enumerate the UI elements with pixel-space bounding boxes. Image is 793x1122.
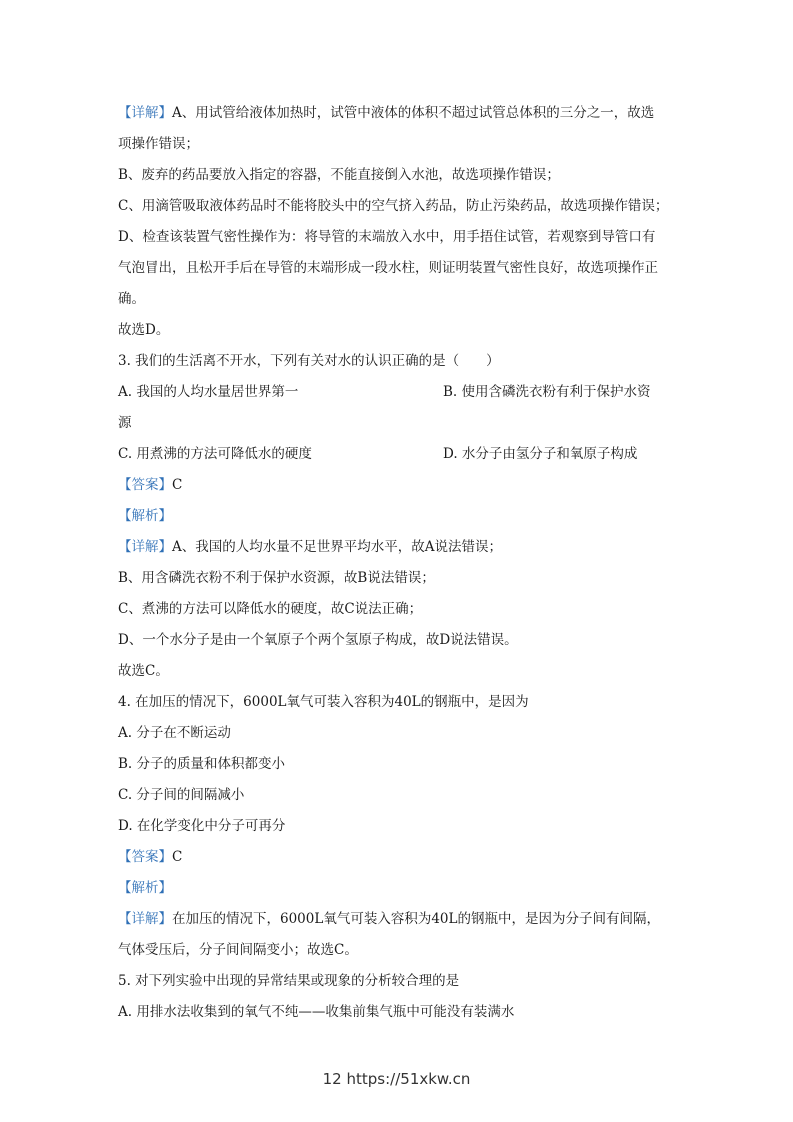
- q3-detail-line-1: 【详解】A、我国的人均水量不足世界平均水平，故A说法错误；: [118, 539, 502, 555]
- document-page: [118, 98, 678, 1028]
- q5-option-a: A. 用排水法收集到的氧气不纯——收集前集气瓶中可能没有装满水: [118, 1004, 515, 1020]
- page-footer: [0, 1070, 793, 1088]
- prev-detail-line-4: C、用滴管吸取液体药品时不能将胶头中的空气挤入药品，防止污染药品，故选项操作错误；: [118, 198, 669, 214]
- q4-analysis: [118, 873, 678, 904]
- q5-stem: 5. 对下列实验中出现的异常结果或现象的分析较合理的是: [118, 973, 460, 989]
- q4-detail-line-2: 气体受压后，分子间间隔变小；故选C。: [118, 942, 358, 958]
- q3-option-a: A. 我国的人均水量居世界第一: [118, 384, 299, 400]
- q3-conclusion: 故选C。: [118, 663, 169, 679]
- q3-stem: 3. 我们的生活离不开水，下列有关对水的认识正确的是（ ）: [118, 353, 500, 369]
- prev-conclusion: 故选D。: [118, 322, 170, 338]
- q3-detail-line-3: C、煮沸的方法可以降低水的硬度，故C说法正确；: [118, 601, 423, 617]
- prev-detail-line-1: 【详解】A、用试管给液体加热时，试管中液体的体积不超过试管总体积的三分之一，故选: [118, 105, 655, 121]
- prev-detail-line-5: D、检查该装置气密性操作为：将导管的末端放入水中，用手捂住试管，若观察到导管口有: [118, 229, 656, 245]
- answer-tag: 【答案】: [118, 477, 172, 493]
- page-number: 12: [322, 1070, 342, 1088]
- q3-detail-line-4: D、一个水分子是由一个氧原子个两个氢原子构成，故D说法错误。: [118, 632, 518, 648]
- q4-option-b: B. 分子的质量和体积都变小: [118, 756, 286, 772]
- q3-detail-line-2: B、用含磷洗衣粉不利于保护水资源，故B说法错误；: [118, 570, 435, 586]
- q4-detail-line-1: 【详解】在加压的情况下，6000L氧气可装入容积为40L的钢瓶中，是因为分子间有间隔，: [118, 911, 660, 927]
- q3-option-d: D. 水分子由氢分子和氧原子构成: [443, 446, 638, 462]
- q3-options-row-2: [118, 439, 678, 470]
- q3-analysis: [118, 501, 678, 532]
- detail-tag: 【详解】: [118, 105, 172, 121]
- q3-option-b: B. 使用含磷洗衣粉有利于保护水资: [443, 384, 651, 400]
- analysis-tag: 【解析】: [118, 508, 172, 524]
- q3-option-b-wrap: 源: [118, 415, 132, 431]
- q4-option-d: D. 在化学变化中分子可再分: [118, 818, 286, 834]
- prev-detail-line-7: 确。: [118, 291, 145, 307]
- q4-stem: 4. 在加压的情况下，6000L氧气可装入容积为40L的钢瓶中，是因为: [118, 694, 529, 710]
- q4-option-a: A. 分子在不断运动: [118, 725, 231, 741]
- prev-detail-line-2: 项操作错误；: [118, 136, 199, 152]
- q4-answer: 【答案】C: [118, 849, 183, 865]
- prev-detail-line-6: 气泡冒出，且松开手后在导管的末端形成一段水柱，则证明装置气密性良好，故选项操作正: [118, 260, 658, 276]
- q3-option-c: C. 用煮沸的方法可降低水的硬度: [118, 446, 312, 462]
- detail-tag: 【详解】: [118, 911, 172, 927]
- q4-option-c: C. 分子间的间隔减小: [118, 787, 245, 803]
- detail-tag: 【详解】: [118, 539, 172, 555]
- q3-answer: 【答案】C: [118, 477, 183, 493]
- prev-detail-line-3: B、废弃的药品要放入指定的容器，不能直接倒入水池，故选项操作错误；: [118, 167, 560, 183]
- answer-tag: 【答案】: [118, 849, 172, 865]
- analysis-tag: 【解析】: [118, 880, 172, 896]
- q3-options-row-1: [118, 377, 678, 408]
- footer-site: https://51xkw.cn: [346, 1070, 471, 1088]
